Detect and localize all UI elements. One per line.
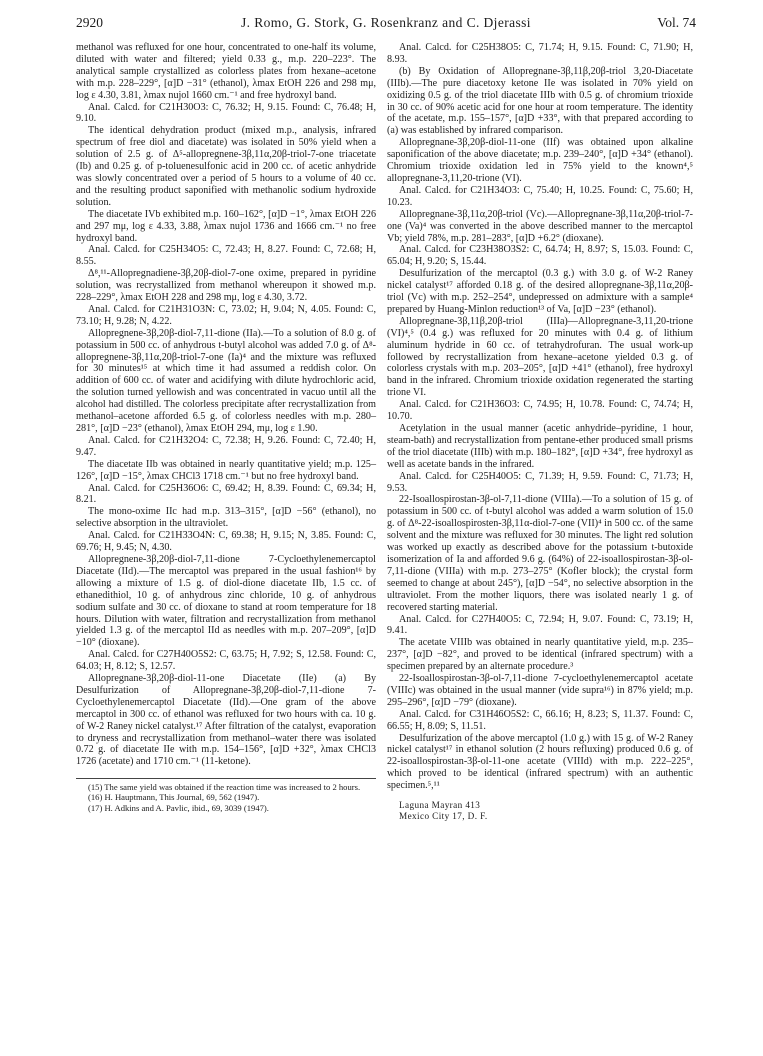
analysis-line: Anal. Calcd. for C21H32O4: C, 72.38; H, 9.26. Found: C, 72.40; H, 9.47. [76, 434, 376, 458]
paragraph: Allopregnane-3β,20β-diol-11-one Diacetate (IIe) (a) By Desulfurization of Allopregnane-3β,20β-diol-7,11-dione 7-Cycloethylenemercaptol Diacetate (IId).—One gram of the above mercaptol in 300 cc. of ethanol was refluxed for two hours with ca. 10 g. of W-2 Raney nickel catalyst.¹⁷ After filtration of the catalyst, evaporation to dryness and recrystallization from methanol–water there was isolated 0.72 g. of diacetate IIe with m.p. 154–156°, [α]D +32°, λmax CHCl3 1726 (acetate) and 1710 cm.⁻¹ (11-ketone). [76, 673, 376, 768]
analysis-line: Anal. Calcd. for C27H40O5S2: C, 63.75; H, 7.92; S, 12.58. Found: C, 64.03; H, 8.12; S, 12.57. [76, 649, 376, 673]
paragraph: 22-Isoallospirostan-3β-ol-7,11-dione 7-cycloethylenemercaptol acetate (VIIIc) was obtained in the usual manner (vide supra¹⁶) in 87% yield; m.p. 295–296°, [α]D −79° (dioxane). [387, 673, 693, 708]
paragraph: Desulfurization of the mercaptol (0.3 g.) with 3.0 g. of W-2 Raney nickel catalyst¹⁷ afforded 0.18 g. of the desired allopregnane-3β,11α,20β-triol (Vc) with m.p. 252–254°, undepressed on admixture with a sample⁴ prepared by Huang-Minlon reduction¹³ of Va, [α]D −23° (ethanol). [387, 268, 693, 315]
footnote: (17) H. Adkins and A. Pavlic, ibid., 69, 3039 (1947). [88, 802, 269, 813]
paragraph: Δ⁸,¹¹-Allopregnadiene-3β,20β-diol-7-one oxime, prepared in pyridine solution, was recrystallized from methanol whereupon it showed m.p. 228–229°, λmax EtOH 228 and 298 mμ, log ε 4.30, 3.72. [76, 268, 376, 304]
paragraph: The diacetate IIb was obtained in nearly quantitative yield; m.p. 125–126°, [α]D −15°, λmax CHCl3 1718 cm.⁻¹ but no free hydroxyl band. [76, 458, 376, 482]
paragraph: The identical dehydration product (mixed m.p., analysis, infrared spectrum of free diol and diacetate) was isolated in 50% yield when a solution of 2.5 g. of Δ⁵-allopregnene-3β,11α,20β-triol-7-one triacetate (Ib) and 0.25 g. of p-toluenesulfonic acid in 200 cc. of acetic anhydride was slowly concentrated over a period of 5 hours to a volume of 40 cc. and the resulting product saponified with methanolic sodium hydroxide solution. [76, 125, 376, 208]
paragraph: Desulfurization of the above mercaptol (1.0 g.) with 15 g. of W-2 Raney nickel catalyst¹⁷ in ethanol solution (2 hours refluxing) produced 0.6 g. of 22-isoallospirostan-3β-ol-11-one acetate (VIIId) with m.p. 222–225°, which proved to be identical (infrared spectrum) with an authentic specimen.⁵,¹¹ [387, 732, 693, 792]
running-title: J. Romo, G. Stork, G. Rosenkranz and C. Djerassi [241, 15, 531, 30]
volume-number: Vol. 74 [657, 15, 696, 30]
address-line: Mexico City 17, D. F. [399, 811, 488, 822]
footnote: (16) H. Hauptmann, This Journal, 69, 562 (1947). [88, 792, 260, 803]
analysis-line: Anal. Calcd. for C21H33O4N: C, 69.38; H, 9.15; N, 3.85. Found: C, 69.76; H, 9.45; N, 4.30. [76, 530, 376, 554]
footnotes [76, 778, 376, 813]
analysis-line: Anal. Calcd. for C23H38O3S2: C, 64.74; H, 8.97; S, 15.03. Found: C, 65.04; H, 9.20; S, 15.44. [387, 244, 693, 268]
paragraph: Allopregnene-3β,20β-diol-7,11-dione (IIa).—To a solution of 8.0 g. of potassium in 500 cc. of anhydrous t-butyl alcohol was added 7.0 g. of Δ⁸-allopregnene-3β,11α,20β-triol-7-one (Ia)⁴ and the mixture was refluxed for 30 minutes¹⁵ at which time it had assumed a reddish color. On addition of 600 cc. of water and acidifying with dilute hydrochloric acid, the solution turned yellowish and was concentrated in vacuo until all the alcohol had distilled. The colorless precipitate after recrystallization from methanol–acetone afforded 6.5 g. of colorless needles with m.p. 280–281°, [α]D −23° (ethanol), λmax EtOH 294, mμ, log ε 1.90. [76, 327, 376, 434]
analysis-line: Anal. Calcd. for C21H34O3: C, 75.40; H, 10.25. Found: C, 75.60; H, 10.23. [387, 184, 693, 208]
paragraph: 22-Isoallospirostan-3β-ol-7,11-dione (VIIIa).—To a solution of 15 g. of potassium in 500 cc. of t-butyl alcohol was added a warm solution of 15.0 g. of Δ⁸-22-isoallospirosten-3β,11α-diol-7-one (VII)⁴ in 500 cc. of the same solvent and the mixture was refluxed for 30 minutes. The light red solution was worked up exactly as described above for the potassium t-butoxide isomerization of Ia and afforded 9.6 g. (64%) of 22-isoallospirostan-3β-ol-7,11-dione (VIIIa) with m.p. 273–275° (Kofler block); the crystal form seemed to change at about 245°), [α]D −54°, no selective absorption in the ultraviolet. From the mother liquors, there was isolated nearly 1 g. of recovered starting material. [387, 494, 693, 613]
analysis-line: Anal. Calcd. for C25H34O5: C, 72.43; H, 8.27. Found: C, 72.68; H, 8.55. [76, 244, 376, 268]
left-column [76, 42, 376, 813]
footnote: (15) The same yield was obtained if the reaction time was increased to 2 hours. [88, 782, 361, 793]
analysis-line: Anal. Calcd. for C25H38O5: C, 71.74; H, 9.15. Found: C, 71.90; H, 8.93. [387, 42, 693, 65]
paragraph: The mono-oxime IIc had m.p. 313–315°, [α]D −56° (ethanol), no selective absorption in the ultraviolet. [76, 506, 376, 530]
address-line: Laguna Mayran 413 [399, 800, 481, 811]
paragraph: Allopregnane-3β,11α,20β-triol (Vc).—Allopregnane-3β,11α,20β-triol-7-one (Va)⁴ was converted in the above described manner to the mercaptol Vb; yield 78%, m.p. 281–283°, [α]D +6.2° (dioxane). [387, 208, 693, 244]
paragraph: Allopregnane-3β,11β,20β-triol (IIIa)—Allopregnane-3,11,20-trione (VI)⁴,⁵ (0.4 g.) was refluxed for 20 minutes with 0.4 g. of lithium aluminum hydride in 60 cc. of tetrahydrofuran. The usual work-up followed by recrystallization from hexane–acetone yielded 0.3 g. of colorless crystals with m.p. 203–205°, [α]D +41° (ethanol), free hydroxyl band in the infrared. Chromium trioxide oxidation regenerated the starting trione VI. [387, 315, 693, 399]
paragraph: The acetate VIIIb was obtained in nearly quantitative yield, m.p. 235–237°, [α]D −82°, and proved to be identical (infrared spectrum) with a specimen prepared by an alternate procedure.³ [387, 637, 693, 673]
right-column [387, 42, 693, 822]
analysis-line: Anal. Calcd. for C27H40O5: C, 72.94; H, 9.07. Found: C, 73.19; H, 9.41. [387, 613, 693, 637]
analysis-line: Anal. Calcd. for C21H36O3: C, 74.95; H, 10.78. Found: C, 74.74; H, 10.70. [387, 399, 693, 423]
analysis-line: Anal. Calcd. for C25H40O5: C, 71.39; H, 9.59. Found: C, 71.73; H, 9.53. [387, 470, 693, 494]
paragraph: methanol was refluxed for one hour, concentrated to one-half its volume, diluted with water and filtered; yield 0.33 g., m.p. 220–223°. The analytical sample crystallized as colorless plates from hexane–acetone with m.p. 228–229°, [α]D −31° (ethanol), λmax EtOH 226 and 298 mμ, log ε 4.30, 3.81, λmax nujol 1660 cm.⁻¹ and free hydroxyl band. [76, 42, 376, 101]
paragraph: (b) By Oxidation of Allopregnane-3β,11β,20β-triol 3,20-Diacetate (IIIb).—The pure diacetoxy ketone IIe was isolated in 70% yield on oxidizing 0.5 g. of the triol diacetate IIIb with 0.5 g. of chromium trioxide in 30 cc. of 90% acetic acid for one hour at room temperature. The identity of the acetate, m.p. 155–157°, [α]D +33°, with that prepared according to (a) was established by infrared comparison. [387, 65, 693, 137]
analysis-line: Anal. Calcd. for C21H30O3: C, 76.32; H, 9.15. Found: C, 76.48; H, 9.10. [76, 101, 376, 125]
analysis-line: Anal. Calcd. for C25H36O6: C, 69.42; H, 8.39. Found: C, 69.34; H, 8.21. [76, 482, 376, 506]
running-header [76, 15, 696, 35]
paragraph: Allopregnane-3β,20β-diol-11-one (IIf) was obtained upon alkaline saponification of the above diacetate; m.p. 239–240°, [α]D +34° (ethanol). Chromium trioxide oxidation led in 75% yield to the known⁴,⁵ allopregnane-3,11,20-trione (VI). [387, 137, 693, 184]
analysis-line: Anal. Calcd. for C21H31O3N: C, 73.02; H, 9.04; N, 4.05. Found: C, 73.10; H, 9.28; N, 4.22. [76, 303, 376, 327]
paragraph: Allopregnene-3β,20β-diol-7,11-dione 7-Cycloethylenemercaptol Diacetate (IId).—The mercaptol was prepared in the usual fashion¹⁶ by allowing a mixture of 1.5 g. of diol-dione diacetate IIb, 1.5 cc. of ethanedithiol, 10 g. of anhydrous zinc chloride, 10 g. of anhydrous sodium sulfate and 30 cc. of dioxane to stand at room temperature for 18 hours. Dilution with water, filtration and recrystallization from methanol yielded 1.3 g. of the mercaptol IId as needles with m.p. 207–209°, [α]D −10° (dioxane). [76, 553, 376, 649]
paragraph: Acetylation in the usual manner (acetic anhydride–pyridine, 1 hour, steam-bath) and recrystallization from pentane-ether produced small prisms of the triol diacetate (IIIb) with m.p. 180–182°, [α]D +34°, free hydroxyl as well as acetate bands in the infrared. [387, 423, 693, 470]
paragraph: The diacetate IVb exhibited m.p. 160–162°, [α]D −1°, λmax EtOH 226 and 297 mμ, log ε 4.33, 3.88, λmax nujol 1736 and 1666 cm.⁻¹ no free hydroxyl band. [76, 208, 376, 244]
author-address [387, 800, 693, 822]
page-number: 2920 [76, 15, 103, 30]
analysis-line: Anal. Calcd. for C31H46O5S2: C, 66.16; H, 8.23; S, 11.37. Found: C, 66.55; H, 8.09; S, 11.51. [387, 708, 693, 732]
